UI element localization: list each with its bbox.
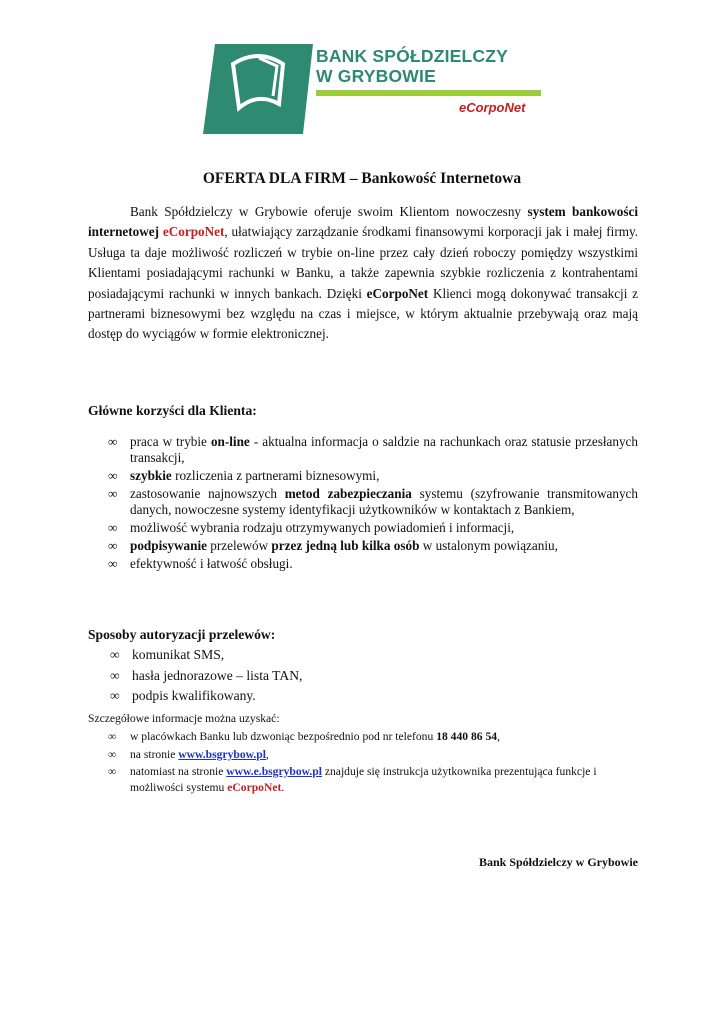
list-item [108,538,638,554]
item-text: , [265,747,269,761]
bullet-icon: ∞ [108,730,117,743]
intro-text: , ułatwiający zarządzanie środkami finansowymi korporacji jak i małej firmy. Usługa ta daje możliwość rozliczeń w trybie on-line przez cały dzień roboczy pomiędzy wszystkimi Klientami posiadającymi rachunki w Banku, a także zapewnia szybkie rozliczenia z kontrahentami posiadającymi rachunki w innych bankach. Dzięki [88,224,639,301]
info-list [108,729,638,797]
bullet-icon: ∞ [108,765,117,778]
item-bold: podpisywanie [130,538,207,553]
intro-bold: system bankowości internetowej [88,204,638,240]
item-text: znajduje się instrukcja użytkownika prezentująca funkcje i możliwości systemu [130,765,597,794]
item-bold: metod zabezpieczania [284,486,412,501]
item-text: rozliczenia z partnerami biznesowymi, [171,468,380,483]
bank-name-line1: BANK SPÓŁDZIELCZY [316,46,509,66]
item-text: zastosowanie najnowszych [130,486,285,501]
phone-number: 18 440 86 54 [436,730,498,743]
bullet-icon: ∞ [108,434,118,449]
item-bold: on-line [210,434,250,449]
list-item [108,556,638,572]
bank-logo [203,44,543,134]
benefits-heading: Główne korzyści dla Klienta: [88,403,257,418]
item-text: - aktualna informacja o saldzie na rachunkach oraz statusie przesłanych transakcji, [130,434,638,465]
list-item [110,666,302,687]
bullet-icon: ∞ [110,688,120,703]
auth-list [110,645,302,707]
benefits-list [108,434,638,574]
bullet-icon: ∞ [108,486,118,501]
item-bold: przez jedną lub kilka osób [271,538,420,553]
item-text: na stronie [130,747,179,761]
bullet-icon: ∞ [108,556,118,571]
item-text: w placówkach Banku lub dzwoniąc bezpośrednio pod nr telefonu [130,730,437,743]
intro-text: Bank Spółdzielczy w Grybowie oferuje swoim Klientom nowoczesny [130,204,528,219]
bullet-icon: ∞ [108,747,117,761]
item-text: . [281,780,285,794]
intro-product: eCorpoNet [162,224,225,240]
item-text: systemu (szyfrowanie transmitowanych danych, nowoczesne systemy identyfikacji użytkowników w kontaktach z Bankiem, [130,486,639,517]
info-heading: Szczegółowe informacje można uzyskać: [88,712,280,725]
page-title: OFERTA DLA FIRM – Bankowość Internetowa [202,170,522,187]
item-text: natomiast na stronie [130,765,227,778]
item-text: hasła jednorazowe – lista TAN, [132,667,303,683]
item-text: w ustalonym powiązaniu, [419,538,558,553]
item-text: podpis kwalifikowany. [132,688,256,703]
list-item [108,747,638,763]
item-text: , [497,730,500,743]
list-item [108,764,638,795]
product-logo: eCorpoNet [459,100,526,115]
list-item [108,468,638,484]
item-text: przelewów [206,538,272,553]
ebank-website-link[interactable]: www.e.bsgrybow.pl [226,765,322,778]
item-text: efektywność i łatwość obsługi. [130,556,293,571]
item-text: możliwość wybrania rodzaju otrzymywanych powiadomień i informacji, [130,520,515,535]
list-item [108,486,638,518]
logo-divider [316,90,541,96]
list-item [108,434,638,466]
bullet-icon: ∞ [110,667,120,683]
item-text: praca w trybie [130,434,211,449]
bullet-icon: ∞ [110,647,120,662]
intro-text: Klienci mogą dokonywać transakcji z partnerami biznesowymi bez względu na czas i miejsce, w którym aktualnie przebywają oraz mają dostęp do wyciągów w formie elektronicznej. [88,285,638,342]
signature: Bank Spółdzielczy w Grybowie [478,855,638,869]
list-item [108,729,638,745]
bullet-icon: ∞ [108,468,118,483]
intro-bold: eCorpoNet [366,285,429,301]
list-item [110,686,302,707]
item-product: eCorpoNet [227,780,282,794]
bank-name-line2: W GRYBOWIE [316,66,436,86]
bank-website-link[interactable]: www.bsgrybow.pl [178,747,266,761]
auth-heading: Sposoby autoryzacji przelewów: [88,627,276,642]
bank-emblem-icon [203,44,313,134]
bullet-icon: ∞ [108,520,118,535]
list-item [108,520,638,536]
bullet-icon: ∞ [108,538,118,553]
list-item [110,645,302,666]
intro-paragraph [88,202,638,345]
item-bold: szybkie [130,468,172,483]
item-text: komunikat SMS, [132,647,225,662]
